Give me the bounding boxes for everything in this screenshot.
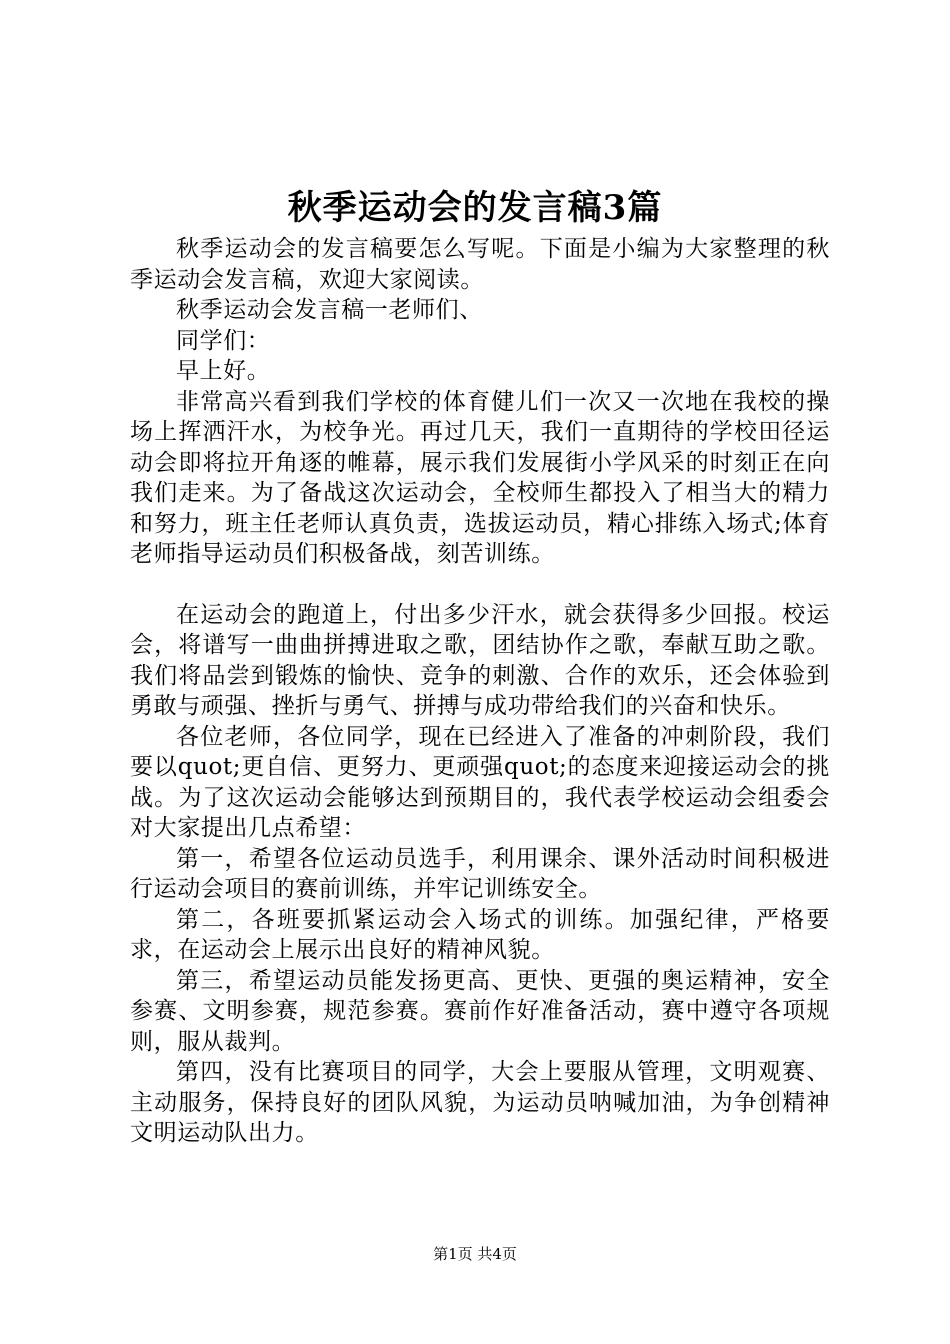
paragraph-opening: 非常高兴看到我们学校的体育健儿们一次又一次地在我校的操场上挥洒汗水，为校争光。再过几天，我们一直期待的学校田径运动会即将拉开角逐的帷幕，展示我们发展街小学风采的时刻正在向我们走来。为了备战这次运动会，全校师生都投入了相当大的精力和努力，班主任老师认真负责，选拔运动员，精心排练入场式;体育老师指导运动员们积极备战，刻苦训练。 xyxy=(130,388,830,567)
paragraph-spacer xyxy=(130,570,830,600)
paragraph-intro: 秋季运动会的发言稿要怎么写呢。下面是小编为大家整理的秋季运动会发言稿，欢迎大家阅读。 xyxy=(130,236,830,293)
paragraph-point-three: 第三，希望运动员能发扬更高、更快、更强的奥运精神，安全参赛、文明参赛，规范参赛。赛前作好准备活动，赛中遵守各项规则，服从裁判。 xyxy=(130,967,830,1055)
paragraph-expectations: 各位老师，各位同学，现在已经进入了准备的冲刺阶段，我们要以quot;更自信、更努力、更顽强quot;的态度来迎接运动会的挑战。为了这次运动会能够达到预期目的，我代表学校运动会组委会对大家提出几点希望： xyxy=(130,723,830,841)
paragraph-point-two: 第二，各班要抓紧运动会入场式的训练。加强纪律，严格要求，在运动会上展示出良好的精神风貌。 xyxy=(130,906,830,963)
paragraph-greeting-students: 同学们： xyxy=(176,327,271,354)
paragraph-speech-heading: 秋季运动会发言稿一老师们、 xyxy=(176,297,483,323)
document-body xyxy=(130,234,830,1149)
paragraph-point-one: 第一，希望各位运动员选手，利用课余、课外活动时间积极进行运动会项目的赛前训练，并牢记训练安全。 xyxy=(130,845,830,902)
paragraph-point-four: 第四，没有比赛项目的同学，大会上要服从管理，文明观赛、主动服务，保持良好的团队风貌，为运动员呐喊加油，为争创精神文明运动队出力。 xyxy=(130,1059,830,1146)
paragraph-track: 在运动会的跑道上，付出多少汗水，就会获得多少回报。校运会，将谱写一曲曲拼搏进取之歌，团结协作之歌，奉献互助之歌。我们将品尝到锻炼的愉快、竞争的刺激、合作的欢乐，还会体验到勇敢与顽强、挫折与勇气、拼搏与成功带给我们的兴奋和快乐。 xyxy=(130,601,830,719)
document-title: 秋季运动会的发言稿3篇 xyxy=(287,188,663,228)
page-footer: 第1页 共4页 xyxy=(433,1245,517,1263)
paragraph-good-morning: 早上好。 xyxy=(176,358,271,384)
